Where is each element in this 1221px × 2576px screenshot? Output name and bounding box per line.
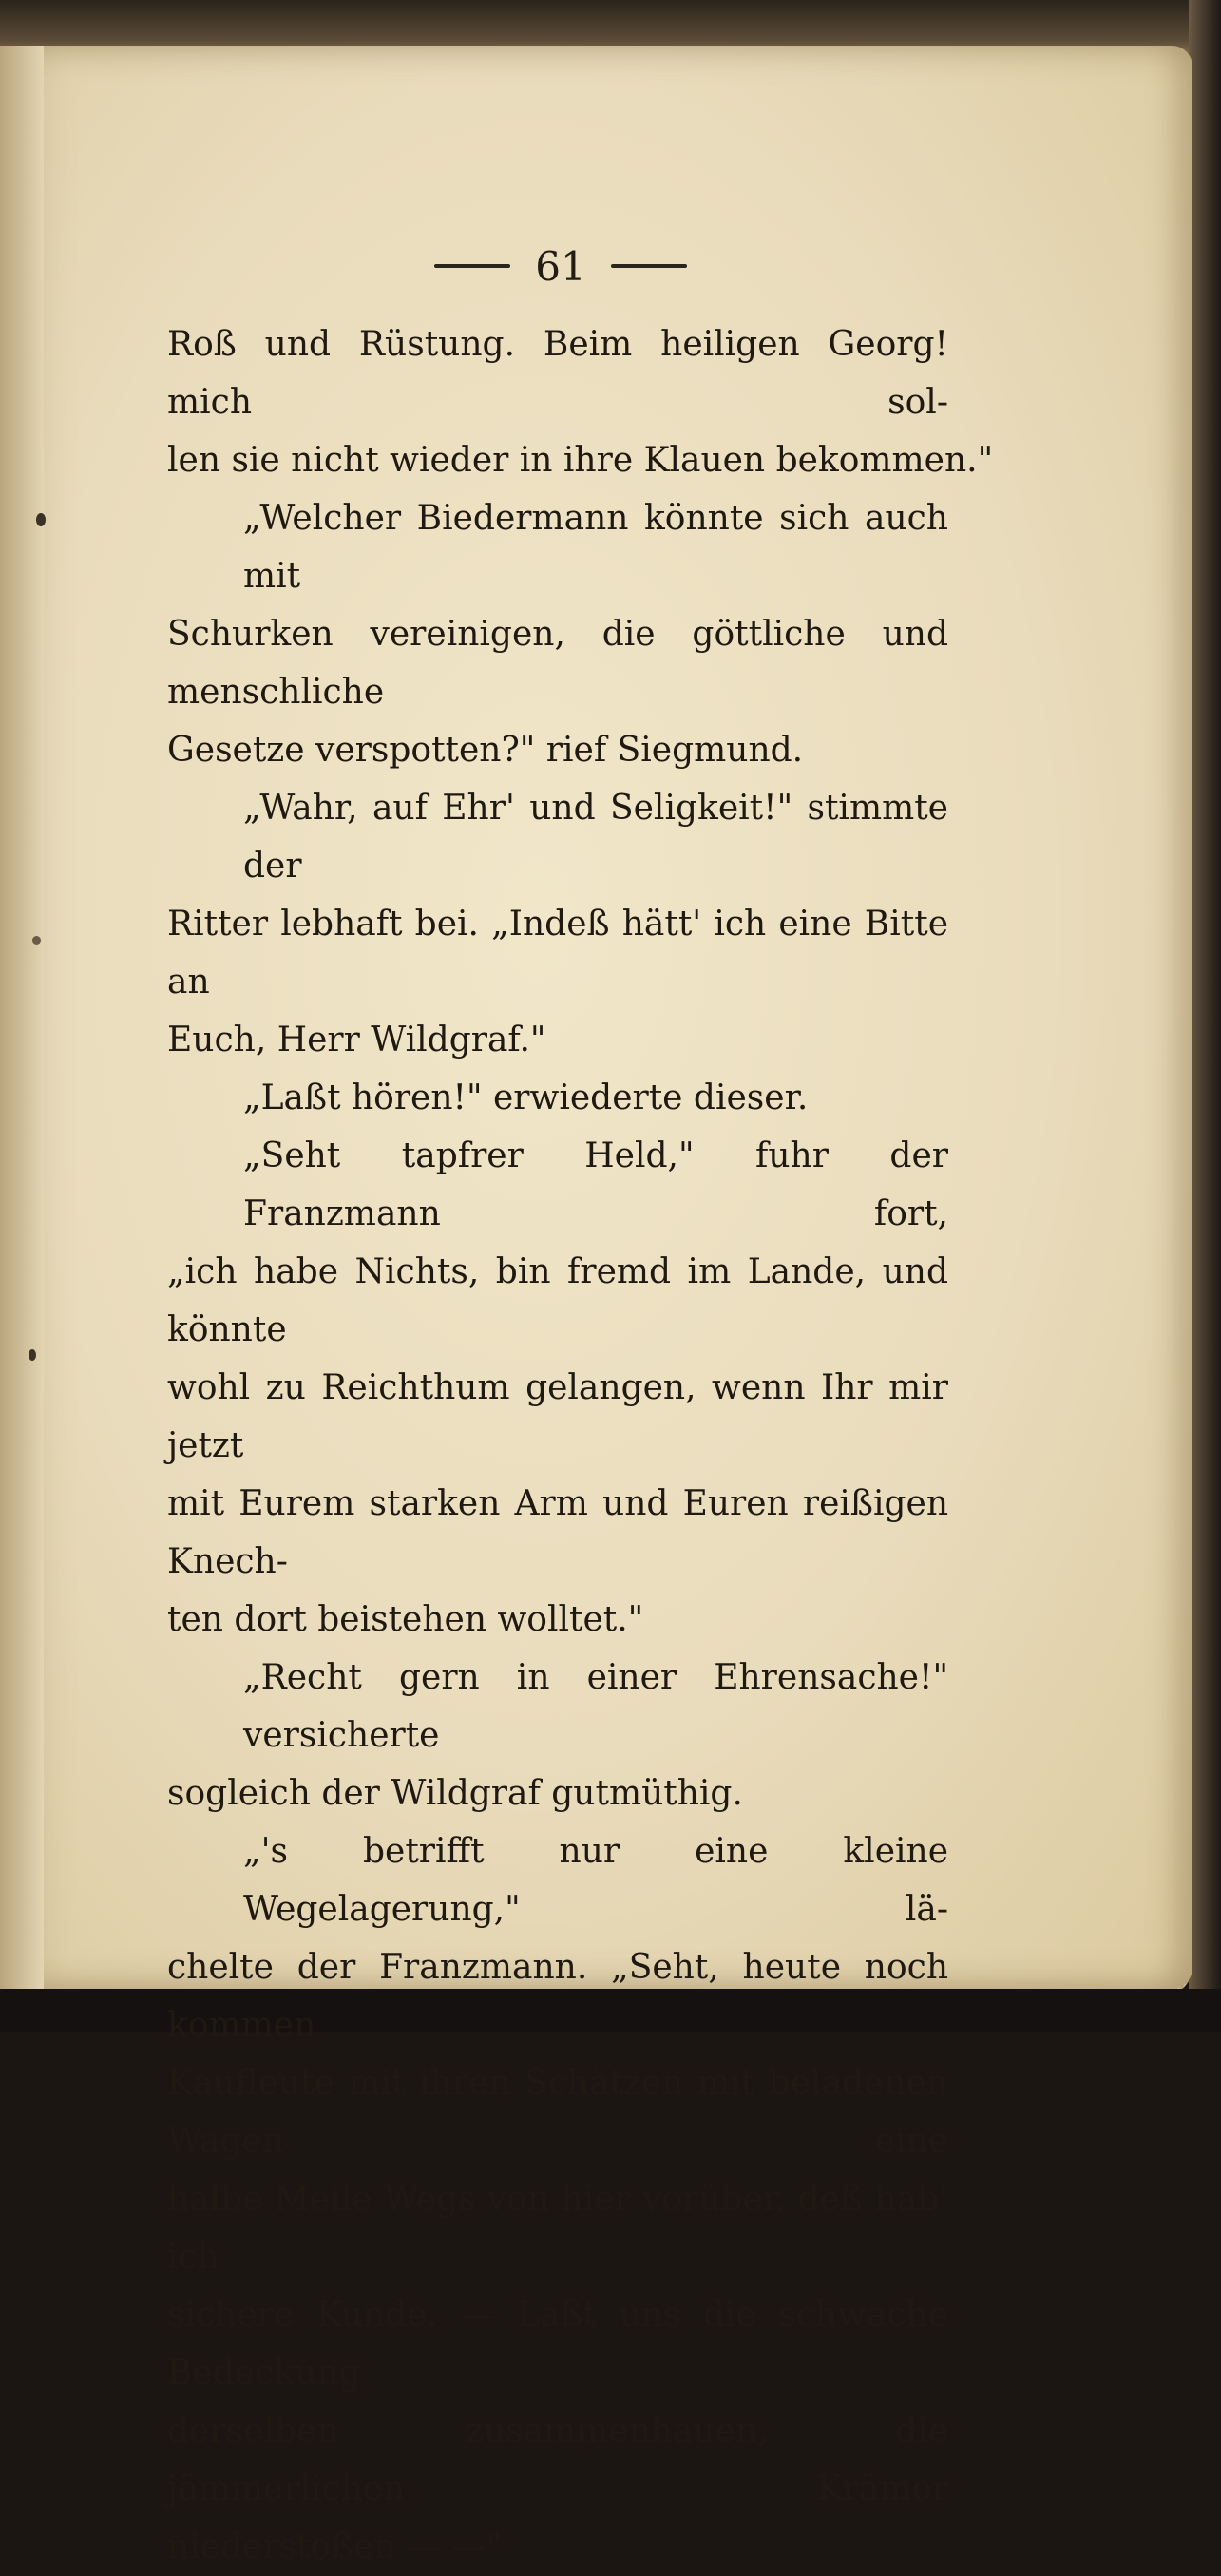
- page-gutter: [0, 46, 44, 1989]
- page-header: [399, 238, 722, 295]
- ink-spot: [32, 936, 41, 945]
- header-rule-left: [434, 264, 510, 268]
- text-line: mit Eurem starken Arm und Euren reißigen Knech-: [167, 1484, 948, 1581]
- text-line: sogleich der Wildgraf gutmüthig.: [167, 1774, 743, 1813]
- text-line: niederstoßen — —": [167, 2528, 503, 2566]
- book-cover-spine: [1189, 0, 1221, 2032]
- text-line: len sie nicht wieder in ihre Klauen bekommen.": [167, 441, 994, 480]
- text-line: ten dort beistehen wolltet.": [167, 1600, 644, 1639]
- text-line: halbe Meile Wegs von hier vorüber, deß hab' ich: [167, 2180, 948, 2277]
- body-text: [167, 315, 994, 2576]
- text-line: „Wahr, auf Ehr' und Seligkeit!" stimmte der: [243, 789, 948, 886]
- text-line: Euch, Herr Wildgraf.": [167, 1021, 546, 1059]
- ink-spot: [36, 513, 46, 526]
- text-line: Schurken vereinigen, die göttliche und menschliche: [167, 615, 948, 712]
- text-line: „ich habe Nichts, bin fremd im Lande, und könnte: [167, 1252, 948, 1349]
- text-line: „Welcher Biedermann könnte sich auch mit: [243, 499, 948, 596]
- text-line: wohl zu Reichthum gelangen, wenn Ihr mir jetzt: [167, 1368, 948, 1465]
- text-line: „Seht tapfrer Held," fuhr der Franzmann fort,: [243, 1136, 948, 1233]
- text-line: „Recht gern in einer Ehrensache!" versicherte: [243, 1658, 948, 1755]
- text-line: „'s betrifft nur eine kleine Wegelagerung," lä-: [243, 1832, 948, 1929]
- text-line: Gesetze verspotten?" rief Siegmund.: [167, 731, 804, 770]
- ink-spot: [29, 1349, 36, 1361]
- text-line: Kaufleute mit ihren Schätzen mit beladenen Wagen eine: [167, 2064, 948, 2161]
- text-line: „Laßt hören!" erwiederte dieser.: [243, 1078, 809, 1117]
- header-rule-right: [611, 264, 687, 268]
- text-line: derselben zusammenhauen, die jämmerlichen Krämer: [167, 2412, 948, 2509]
- page-number: 61: [535, 242, 586, 290]
- text-line: Ritter lebhaft bei. „Indeß hätt' ich eine Bitte an: [167, 905, 948, 1002]
- text-line: sichere Kunde. — Laßt uns die schwache Bedeckung: [167, 2296, 948, 2393]
- text-line: Roß und Rüstung. Beim heiligen Georg! mich sol-: [167, 325, 948, 422]
- text-line: chelte der Franzmann. „Seht, heute noch kommen: [167, 1948, 948, 2045]
